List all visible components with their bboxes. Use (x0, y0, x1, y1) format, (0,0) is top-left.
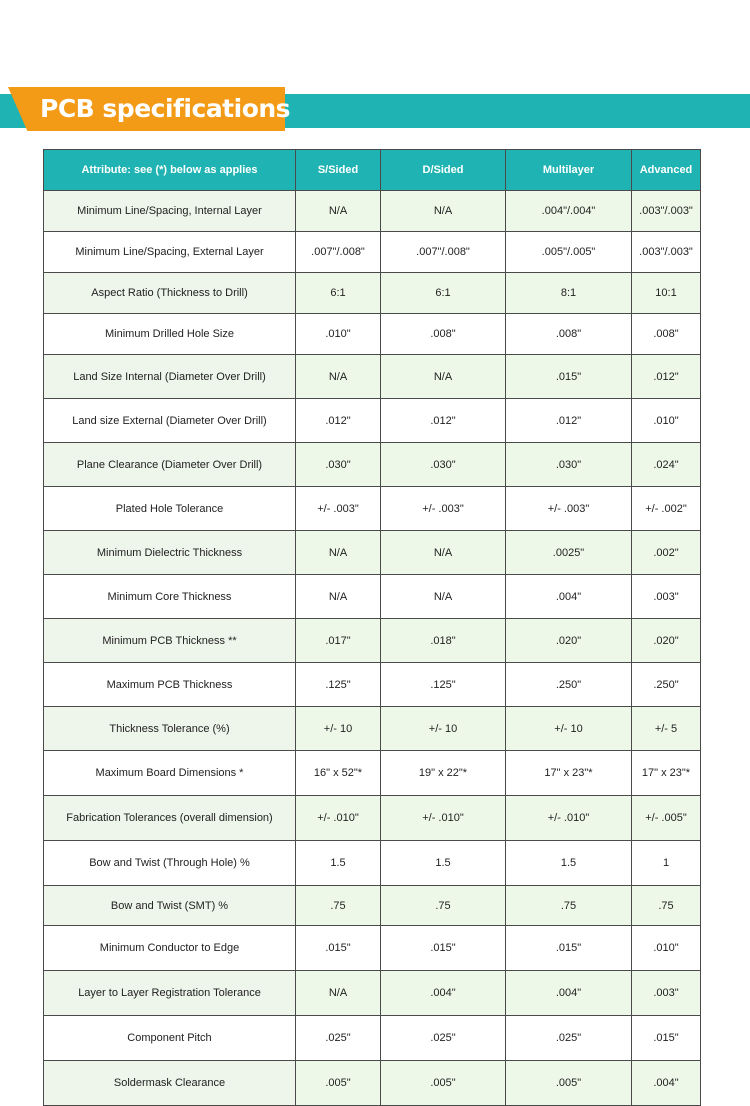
cell-advanced: 17" x 23"* (632, 751, 701, 796)
cell-d-sided: N/A (381, 191, 506, 232)
cell-d-sided: .018" (381, 619, 506, 663)
cell-d-sided: .012" (381, 399, 506, 443)
cell-advanced: .012" (632, 355, 701, 399)
cell-d-sided: 1.5 (381, 841, 506, 886)
table-row (44, 796, 701, 841)
cell-d-sided: .015" (381, 926, 506, 971)
cell-multilayer: 1.5 (506, 841, 632, 886)
column-header-d-sided: D/Sided (381, 150, 506, 191)
table-row (44, 926, 701, 971)
cell-d-sided: N/A (381, 531, 506, 575)
cell-advanced: .002" (632, 531, 701, 575)
cell-s-sided: .025" (296, 1016, 381, 1061)
table-row (44, 663, 701, 707)
table-row (44, 707, 701, 751)
cell-s-sided: .012" (296, 399, 381, 443)
table-row (44, 751, 701, 796)
cell-d-sided: .005" (381, 1061, 506, 1106)
cell-attribute: Plated Hole Tolerance (44, 487, 296, 531)
cell-attribute: Minimum Line/Spacing, Internal Layer (44, 191, 296, 232)
table-row (44, 971, 701, 1016)
cell-s-sided: N/A (296, 355, 381, 399)
cell-d-sided: .025" (381, 1016, 506, 1061)
cell-d-sided: 19" x 22"* (381, 751, 506, 796)
cell-attribute: Fabrication Tolerances (overall dimension) (44, 796, 296, 841)
cell-s-sided: +/- .010" (296, 796, 381, 841)
table-row (44, 314, 701, 355)
cell-attribute: Minimum PCB Thickness ** (44, 619, 296, 663)
table-row (44, 1061, 701, 1106)
table-row (44, 1016, 701, 1061)
cell-multilayer: .005" (506, 1061, 632, 1106)
cell-d-sided: N/A (381, 355, 506, 399)
cell-advanced: 10:1 (632, 273, 701, 314)
cell-multilayer: .020" (506, 619, 632, 663)
cell-s-sided: N/A (296, 191, 381, 232)
cell-advanced: .003" (632, 575, 701, 619)
cell-attribute: Minimum Drilled Hole Size (44, 314, 296, 355)
cell-attribute: Aspect Ratio (Thickness to Drill) (44, 273, 296, 314)
cell-multilayer: .012" (506, 399, 632, 443)
cell-attribute: Land Size Internal (Diameter Over Drill) (44, 355, 296, 399)
cell-advanced: +/- .002" (632, 487, 701, 531)
cell-attribute: Soldermask Clearance (44, 1061, 296, 1106)
cell-d-sided: +/- 10 (381, 707, 506, 751)
table-row (44, 355, 701, 399)
cell-s-sided: .005" (296, 1061, 381, 1106)
cell-attribute: Maximum Board Dimensions * (44, 751, 296, 796)
cell-attribute: Plane Clearance (Diameter Over Drill) (44, 443, 296, 487)
header-row (44, 150, 701, 191)
cell-multilayer: .004" (506, 575, 632, 619)
table-row (44, 619, 701, 663)
column-header-multilayer: Multilayer (506, 150, 632, 191)
cell-s-sided: 6:1 (296, 273, 381, 314)
cell-d-sided: .004" (381, 971, 506, 1016)
cell-d-sided: N/A (381, 575, 506, 619)
cell-attribute: Thickness Tolerance (%) (44, 707, 296, 751)
cell-s-sided: .010" (296, 314, 381, 355)
cell-d-sided: .75 (381, 886, 506, 926)
cell-multilayer: .015" (506, 926, 632, 971)
cell-d-sided: +/- .010" (381, 796, 506, 841)
cell-attribute: Land size External (Diameter Over Drill) (44, 399, 296, 443)
cell-advanced: 1 (632, 841, 701, 886)
cell-s-sided: .015" (296, 926, 381, 971)
cell-multilayer: .004"/.004" (506, 191, 632, 232)
cell-multilayer: +/- .003" (506, 487, 632, 531)
cell-s-sided: .030" (296, 443, 381, 487)
cell-advanced: .003"/.003" (632, 191, 701, 232)
cell-s-sided: .007"/.008" (296, 232, 381, 273)
cell-d-sided: .125" (381, 663, 506, 707)
column-header-advanced: Advanced (632, 150, 701, 191)
cell-multilayer: .250" (506, 663, 632, 707)
cell-advanced: .003" (632, 971, 701, 1016)
cell-multilayer: .0025" (506, 531, 632, 575)
cell-s-sided: N/A (296, 531, 381, 575)
cell-attribute: Layer to Layer Registration Tolerance (44, 971, 296, 1016)
cell-multilayer: .015" (506, 355, 632, 399)
cell-d-sided: .007"/.008" (381, 232, 506, 273)
cell-attribute: Minimum Conductor to Edge (44, 926, 296, 971)
cell-s-sided: 16" x 52"* (296, 751, 381, 796)
cell-multilayer: .004" (506, 971, 632, 1016)
table-row (44, 191, 701, 232)
cell-advanced: +/- .005" (632, 796, 701, 841)
cell-advanced: .015" (632, 1016, 701, 1061)
cell-advanced: .010" (632, 926, 701, 971)
cell-s-sided: .75 (296, 886, 381, 926)
cell-attribute: Bow and Twist (SMT) % (44, 886, 296, 926)
cell-s-sided: 1.5 (296, 841, 381, 886)
page-title: PCB specifications (40, 94, 291, 123)
table-row (44, 531, 701, 575)
cell-multilayer: 17" x 23"* (506, 751, 632, 796)
table-row (44, 232, 701, 273)
cell-d-sided: 6:1 (381, 273, 506, 314)
cell-attribute: Maximum PCB Thickness (44, 663, 296, 707)
cell-attribute: Minimum Core Thickness (44, 575, 296, 619)
table-row (44, 399, 701, 443)
column-header-attribute: Attribute: see (*) below as applies (44, 150, 296, 191)
spec-table (43, 149, 701, 1106)
cell-advanced: .020" (632, 619, 701, 663)
cell-multilayer: 8:1 (506, 273, 632, 314)
cell-s-sided: N/A (296, 575, 381, 619)
cell-s-sided: .017" (296, 619, 381, 663)
cell-multilayer: .005"/.005" (506, 232, 632, 273)
cell-d-sided: .030" (381, 443, 506, 487)
cell-d-sided: .008" (381, 314, 506, 355)
cell-multilayer: .025" (506, 1016, 632, 1061)
cell-advanced: .250" (632, 663, 701, 707)
cell-advanced: .010" (632, 399, 701, 443)
cell-advanced: .004" (632, 1061, 701, 1106)
cell-attribute: Minimum Dielectric Thickness (44, 531, 296, 575)
cell-advanced: .008" (632, 314, 701, 355)
cell-attribute: Bow and Twist (Through Hole) % (44, 841, 296, 886)
cell-advanced: +/- 5 (632, 707, 701, 751)
cell-multilayer: +/- .010" (506, 796, 632, 841)
cell-attribute: Minimum Line/Spacing, External Layer (44, 232, 296, 273)
table-row (44, 575, 701, 619)
cell-multilayer: .030" (506, 443, 632, 487)
cell-s-sided: +/- 10 (296, 707, 381, 751)
cell-multilayer: .75 (506, 886, 632, 926)
cell-multilayer: +/- 10 (506, 707, 632, 751)
cell-s-sided: +/- .003" (296, 487, 381, 531)
column-header-s-sided: S/Sided (296, 150, 381, 191)
cell-advanced: .75 (632, 886, 701, 926)
cell-s-sided: N/A (296, 971, 381, 1016)
cell-advanced: .003"/.003" (632, 232, 701, 273)
cell-attribute: Component Pitch (44, 1016, 296, 1061)
cell-multilayer: .008" (506, 314, 632, 355)
table-row (44, 841, 701, 886)
cell-s-sided: .125" (296, 663, 381, 707)
table-row (44, 273, 701, 314)
table-row (44, 886, 701, 926)
cell-advanced: .024" (632, 443, 701, 487)
table-row (44, 443, 701, 487)
table-row (44, 487, 701, 531)
cell-d-sided: +/- .003" (381, 487, 506, 531)
